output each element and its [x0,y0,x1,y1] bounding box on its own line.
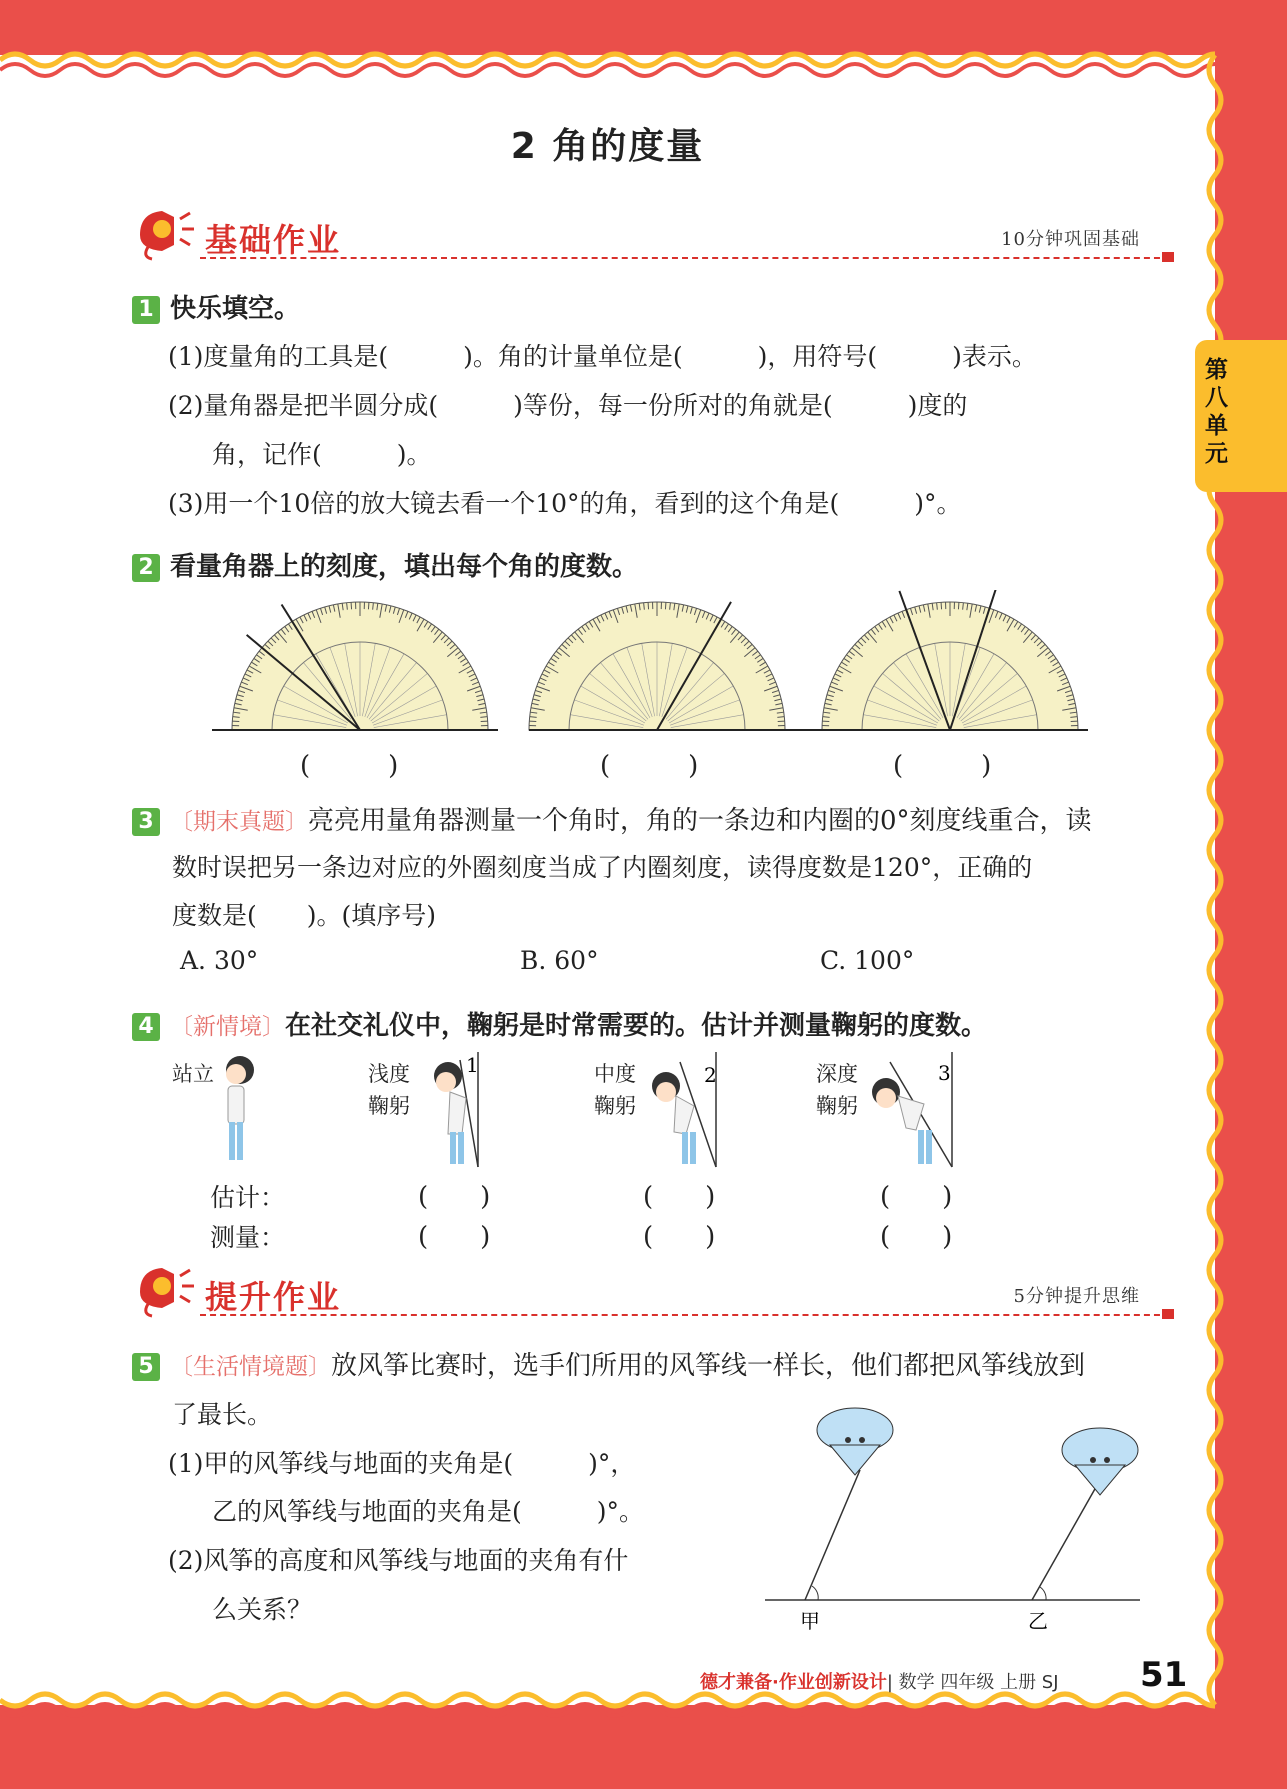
kite-yi-icon [1062,1428,1138,1495]
section-basic-header [130,205,1170,265]
bow-angle-1: 1 [466,1053,479,1077]
q4-heading [132,1005,987,1042]
measure-answer-2[interactable]: ( ) [643,1222,716,1252]
q1-line-2: (2)量角器是把半圆分成( )等份，每一份所对的角就是( )度的 [168,391,968,420]
footer-course: | 数学 四年级 上册 SJ [886,1672,1059,1693]
q5-line-3: (1)甲的风筝线与地面的夹角是( )°， [168,1449,636,1478]
q3-heading [132,800,1092,837]
footer-brand: 德才兼备·作业创新设计 [700,1672,887,1693]
page-title: 2 角的度量 [510,126,705,167]
estimate-answer-1[interactable]: ( ) [418,1182,491,1212]
dashed-divider [200,1314,1170,1316]
bow-light-label-2: 鞠躬 [368,1094,410,1118]
measure-label: 测量： [210,1223,286,1252]
q3-line-3: 度数是( )。(填序号) [172,901,437,930]
q2-answer-1[interactable]: ( ) [300,751,399,781]
estimate-answer-3[interactable]: ( ) [880,1182,953,1212]
kite-figure [760,1400,1160,1640]
q2-answer-2[interactable]: ( ) [600,751,699,781]
q1-line-1: (1)度量角的工具是( )。角的计量单位是( )，用符号( )表示。 [168,342,1037,371]
unit-side-tab [1195,340,1287,492]
protractors-figure [210,590,1110,740]
q3-option-c[interactable]: C. 100° [820,946,915,975]
q5-line-6: 么关系？ [212,1595,313,1624]
bow-mid-label-1: 中度 [594,1062,636,1086]
q5-line-1: 放风筝比赛时，选手们所用的风筝线一样长，他们都把风筝线放到 [331,1351,1086,1381]
q2-title: 看量角器上的刻度，填出每个角的度数。 [170,552,639,582]
q3-number-badge: 3 [132,808,160,836]
dashed-divider [200,257,1170,259]
bowing-figures [210,1052,1010,1172]
q4-title: 在社交礼仪中，鞠躬是时常需要的。估计并测量鞠躬的度数。 [285,1011,988,1041]
q3-line-1: 亮亮用量角器测量一个角时，角的一条边和内圈的0°刻度线重合，读 [308,806,1092,836]
standing-person-figure [226,1056,254,1160]
protractor-2 [529,602,805,730]
q5-line-2: 了最长。 [172,1400,273,1429]
q4-number-badge: 4 [132,1013,160,1041]
q5-number-badge: 5 [132,1353,160,1381]
estimate-label: 估计： [210,1183,286,1212]
divider-end-marker [1162,1309,1174,1319]
divider-end-marker [1162,252,1174,262]
protractor-1 [212,602,498,730]
q5-line-4: 乙的风筝线与地面的夹角是( )°。 [212,1497,645,1526]
kite-jia-label: 甲 [800,1609,820,1633]
q5-heading [132,1345,1085,1382]
bow-standing-label: 站立 [172,1062,214,1086]
kite-yi-label: 乙 [1028,1609,1048,1633]
bow-deep-label-2: 鞠躬 [816,1094,858,1118]
measure-answer-1[interactable]: ( ) [418,1222,491,1252]
bottom-wave-border [0,1690,1215,1730]
q3-option-b[interactable]: B. 60° [520,946,599,975]
q3-line-2: 数时误把另一条边对应的外圈刻度当成了内圈刻度，读得度数是120°，正确的 [172,853,1033,882]
measure-answer-3[interactable]: ( ) [880,1222,953,1252]
protractor-3 [802,590,1088,730]
q1-title: 快乐填空。 [170,294,301,324]
kite-jia-icon [817,1408,893,1475]
estimate-answer-2[interactable]: ( ) [643,1182,716,1212]
section-basic-sub: 10分钟巩固基础 [1001,229,1140,250]
q1-number-badge: 1 [132,296,160,324]
bow-deep-label-1: 深度 [816,1062,858,1086]
q2-number-badge: 2 [132,554,160,582]
q3-tag: 〔期末真题〕 [170,809,308,835]
section-advanced-sub: 5分钟提升思维 [1013,1286,1140,1307]
unit-tab-label: 第八单元 [1205,357,1228,467]
bow-angle-3: 3 [938,1061,951,1085]
bow-angle-2: 2 [704,1063,717,1087]
q1-heading [132,288,300,325]
q3-option-a[interactable]: A. 30° [180,946,259,975]
q2-heading [132,546,638,583]
bow-mid-label-2: 鞠躬 [594,1094,636,1118]
section-basic-label: 基础作业 [205,221,342,259]
q1-line-4: (3)用一个10倍的放大镜去看一个10°的角，看到的这个角是( )°。 [168,489,962,518]
right-wave-border [1195,55,1235,1705]
footer [700,1668,1059,1694]
q1-line-3: 角，记作( )。 [212,440,432,469]
section-advanced-header [130,1262,1170,1322]
q5-tag: 〔生活情境题〕 [170,1354,331,1380]
top-wave-border [0,40,1215,80]
megaphone-icon [130,1262,200,1322]
section-advanced-label: 提升作业 [205,1278,342,1316]
q5-line-5: (2)风筝的高度和风筝线与地面的夹角有什 [168,1546,629,1575]
page-number: 51 [1140,1655,1188,1695]
q4-tag: 〔新情境〕 [170,1014,285,1040]
megaphone-icon [130,205,200,265]
bow-light-label-1: 浅度 [368,1062,410,1086]
q2-answer-3[interactable]: ( ) [893,751,992,781]
